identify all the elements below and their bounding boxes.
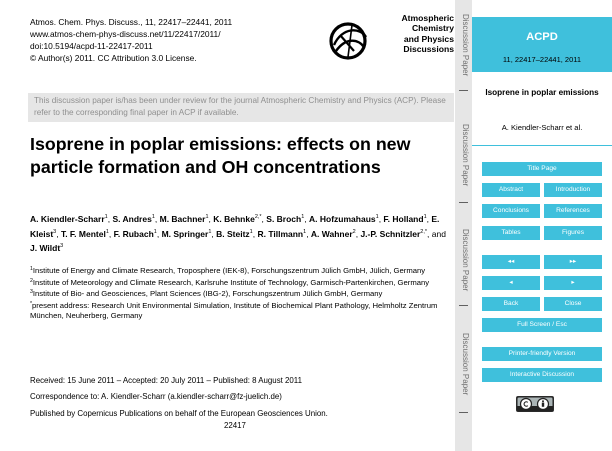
introduction-button[interactable]: Introduction xyxy=(544,183,602,197)
author-affiliation-mark: 1 xyxy=(153,228,157,235)
back-button[interactable]: Back xyxy=(482,297,540,311)
strip-divider xyxy=(459,202,468,203)
author-item xyxy=(30,214,108,224)
affiliation-mark: 2 xyxy=(30,277,33,284)
author-name: S. Broch xyxy=(266,214,302,224)
author-name: S. Andres xyxy=(112,214,152,224)
author-affiliation-mark: 1 xyxy=(205,214,209,220)
affiliation-item xyxy=(30,289,450,300)
affiliation-list xyxy=(30,266,450,323)
author-affiliation-mark: 2,* xyxy=(254,214,262,220)
article-url[interactable]: www.atmos-chem-phys-discuss.net/11/22417/2011/ xyxy=(30,29,221,39)
author-affiliation-mark: 1 xyxy=(375,214,379,220)
strip-divider xyxy=(459,90,468,91)
author-item xyxy=(311,229,356,239)
author-item xyxy=(309,214,379,224)
journal-logo xyxy=(326,13,454,73)
author-name: T. F. Mentel xyxy=(60,228,106,239)
author-affiliation-mark: 1 xyxy=(208,228,212,235)
author-name: E. Kleist xyxy=(30,214,440,239)
cc-by-icon xyxy=(516,396,554,412)
dates-line: Received: 15 June 2011 – Accepted: 20 July 2011 – Published: 8 August 2011 xyxy=(30,376,302,385)
title-page-button[interactable]: Title Page xyxy=(482,162,602,176)
printer-friendly-button[interactable]: Printer-friendly Version xyxy=(482,347,602,361)
author-affiliation-mark: 2,* xyxy=(420,228,428,235)
abstract-button[interactable]: Abstract xyxy=(482,183,540,197)
sidebar-journal-name: ACPD xyxy=(526,31,558,43)
sidebar-author: A. Kiendler-Scharr et al. xyxy=(501,123,583,132)
logo-wordmark: Atmospheric Chemistry and Physics Discussions xyxy=(401,13,454,54)
affiliation-mark: 1 xyxy=(30,266,33,272)
strip-divider xyxy=(459,305,468,306)
author-name: F. Rubach xyxy=(113,228,154,239)
author-item xyxy=(257,229,306,239)
author-name: A. Hofzumahaus xyxy=(309,214,376,224)
egu-swirl-icon xyxy=(326,17,374,65)
author-item xyxy=(266,214,304,224)
author-item xyxy=(160,214,209,224)
strip-label: Discussion Paper xyxy=(461,124,470,187)
strip-label: Discussion Paper xyxy=(461,229,470,292)
author-name: F. Holland xyxy=(383,214,424,224)
journal-citation: Atmos. Chem. Phys. Discuss., 11, 22417–22441, 2011 xyxy=(30,17,233,27)
strip-divider xyxy=(459,412,468,413)
close-button[interactable]: Close xyxy=(544,297,602,311)
affiliation-item xyxy=(30,266,450,277)
author-affiliation-mark: 1 xyxy=(151,214,155,220)
strip-label: Discussion Paper xyxy=(461,333,470,396)
fullscreen-button[interactable]: Full Screen / Esc xyxy=(482,318,602,332)
author-item xyxy=(112,214,154,224)
author-item xyxy=(61,229,109,239)
affiliation-text: Institute of Bio- and Geosciences, Plant Sciences (IBG-2), Forschungszentrum Jülich GmbH, Germany xyxy=(32,289,383,299)
figures-button[interactable]: Figures xyxy=(544,226,602,240)
author-item xyxy=(213,214,261,224)
author-name: R. Tillmann xyxy=(257,228,304,239)
author-affiliation-mark: 3 xyxy=(60,243,64,250)
creative-commons-badge[interactable] xyxy=(516,396,554,412)
affiliation-text: present address: Research Unit Environmental Simulation, Institute of Biochemical Plant Pathology, Helmholtz Zentrum München, Neuherberg, Germany xyxy=(30,300,438,321)
sidebar-divider xyxy=(472,145,612,146)
page-number: 22417 xyxy=(224,421,246,430)
references-button[interactable]: References xyxy=(544,204,602,218)
sidebar-volume-pages: 11, 22417–22441, 2011 xyxy=(502,55,582,64)
author-name: M. Bachner xyxy=(159,214,206,224)
strip-label: Discussion Paper xyxy=(461,14,470,77)
affiliation-mark: * xyxy=(30,300,33,307)
publisher-line: Published by Copernicus Publications on behalf of the European Geosciences Union. xyxy=(30,409,328,418)
author-list: A. Kiendler-Scharr$^1$, S. Andres$^1$, M. Bachner$^1$, K. Behnke$^{2,*}$, S. Broch$^1$, A. Hofzumahaus$^1$, F. Holland$^1$, E. Kleist$^3$, T. F. Mentel$^1$, F. Rubach$^1$, M. Springer$^1$, B. Steitz$^1$, R. Tillmann$^1$, A. Wahner$^2$, J.-P. Schnitzler$^{2,*}$, and J. Wildt$^3$ xyxy=(30,214,446,254)
author-affiliation-mark: 2 xyxy=(352,228,356,235)
sidebar-short-title: Isoprene in poplar emissions xyxy=(485,88,599,97)
affiliation-item xyxy=(30,278,450,289)
author-item xyxy=(162,229,212,239)
author-item xyxy=(383,214,426,224)
author-name: J. Wildt xyxy=(30,243,61,254)
article-doi[interactable]: doi:10.5194/acpd-11-22417-2011 xyxy=(30,41,153,51)
author-name: A. Kiendler-Scharr xyxy=(30,214,105,224)
first-page-button[interactable]: ◂◂ xyxy=(482,255,540,269)
author-name: J.-P. Schnitzler xyxy=(360,228,421,239)
author-item xyxy=(360,229,427,239)
author-affiliation-mark: 1 xyxy=(423,214,427,220)
discussion-paper-strip xyxy=(455,0,472,451)
correspondence-line: Correspondence to: A. Kiendler-Scharr (a.kiendler-scharr@fz-juelich.de) xyxy=(30,392,282,401)
author-affiliation-mark: 1 xyxy=(303,228,307,235)
affiliation-text: Institute of Meteorology and Climate Research, Karlsruhe Institute of Technology, Garmisch-Partenkirchen, Germany xyxy=(32,277,430,287)
author-name: K. Behnke xyxy=(213,214,255,224)
author-affiliation-mark: 1 xyxy=(104,214,108,220)
tables-button[interactable]: Tables xyxy=(482,226,540,240)
affiliation-mark: 3 xyxy=(30,289,33,296)
author-affiliation-mark: 3 xyxy=(53,228,57,235)
paper-title: Isoprene in poplar emissions: effects on new particle formation and OH concentrations xyxy=(30,134,411,177)
author-affiliation-mark: 1 xyxy=(301,214,305,220)
author-affiliation-mark: 1 xyxy=(105,228,109,235)
author-name: B. Steitz xyxy=(216,228,250,239)
review-notice: This discussion paper is/has been under review for the journal Atmospheric Chemistry and Physics (ACP). Please refer to the corresponding final paper in ACP if available. xyxy=(28,93,454,122)
copyright-license: © Author(s) 2011. CC Attribution 3.0 License. xyxy=(30,53,197,63)
affiliation-text: Institute of Energy and Climate Research, Troposphere (IEK-8), Forschungszentrum Jülich GmbH, Jülich, Germany xyxy=(32,266,426,275)
next-page-button[interactable]: ▸ xyxy=(544,276,602,290)
author-item xyxy=(216,229,253,239)
previous-page-button[interactable]: ◂ xyxy=(482,276,540,290)
author-name: M. Springer xyxy=(161,228,209,239)
sidebar xyxy=(472,0,612,451)
interactive-discussion-button[interactable]: Interactive Discussion xyxy=(482,368,602,382)
author-affiliation-mark: 1 xyxy=(249,228,253,235)
conclusions-button[interactable]: Conclusions xyxy=(482,204,540,218)
affiliation-item xyxy=(30,301,450,322)
author-item xyxy=(114,229,157,239)
last-page-button[interactable]: ▸▸ xyxy=(544,255,602,269)
author-item xyxy=(30,243,63,253)
author-name: A. Wahner xyxy=(310,228,353,239)
